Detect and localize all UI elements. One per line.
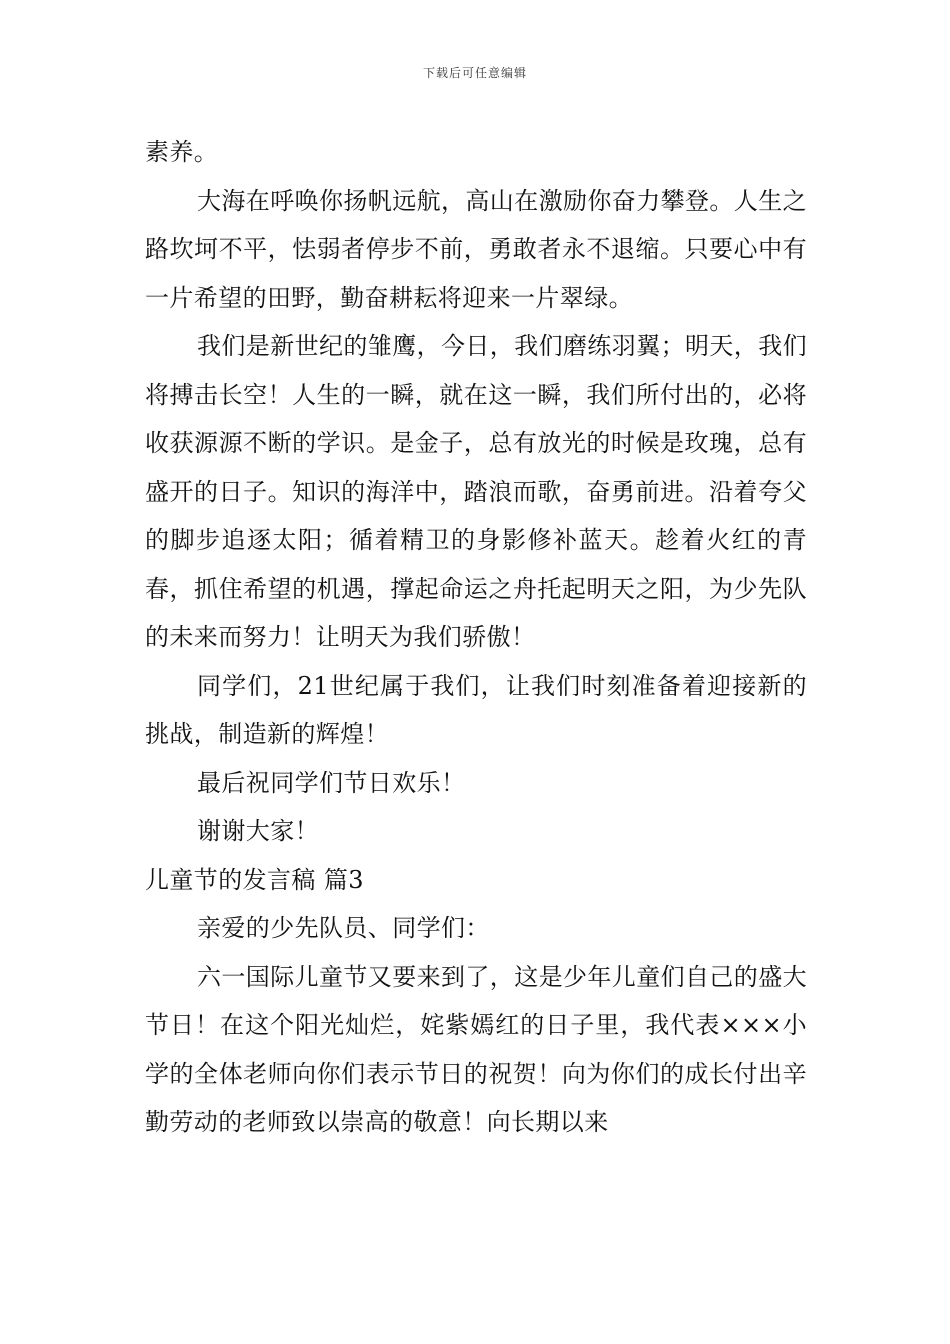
page-header: 下载后可任意编辑: [422, 66, 527, 80]
paragraph: 谢谢大家！: [197, 817, 319, 845]
paragraph: 素养。: [145, 138, 219, 166]
paragraph: 同学们，21世纪属于我们，让我们时刻准备着迎接新的挑战，制造新的辉煌！: [145, 671, 807, 748]
paragraph: 我们是新世纪的雏鹰，今日，我们磨练羽翼；明天，我们将搏击长空！人生的一瞬，就在这一瞬，我们所付出的，必将收获源源不断的学识。是金子，总有放光的时候是玫瑰，总有盛开的日子。知识的海洋中，踏浪而歌，奋勇前进。沿着夸父的脚步追逐太阳；循着精卫的身影修补蓝天。趁着火红的青春，抓住希望的机遇，撑起命运之舟托起明天之阳，为少先队的未来而努力！让明天为我们骄傲！: [145, 332, 807, 651]
document-body: [145, 128, 807, 1147]
paragraph: 大海在呼唤你扬帆远航，高山在激励你奋力攀登。人生之路坎坷不平，怯弱者停步不前，勇敢者永不退缩。只要心中有一片希望的田野，勤奋耕耘将迎来一片翠绿。: [145, 186, 807, 312]
paragraph: 六一国际儿童节又要来到了，这是少年儿童们自己的盛大节日！在这个阳光灿烂，姹紫嫣红的日子里，我代表×××小学的全体老师向你们表示节日的祝贺！向为你们的成长付出辛勤劳动的老师致以崇高的敬意！向长期以来: [145, 962, 807, 1136]
salutation: 亲爱的少先队员、同学们：: [197, 914, 490, 942]
paragraph: 最后祝同学们节日欢乐！: [197, 768, 466, 797]
section-title: 儿童节的发言稿 篇3: [145, 865, 364, 894]
